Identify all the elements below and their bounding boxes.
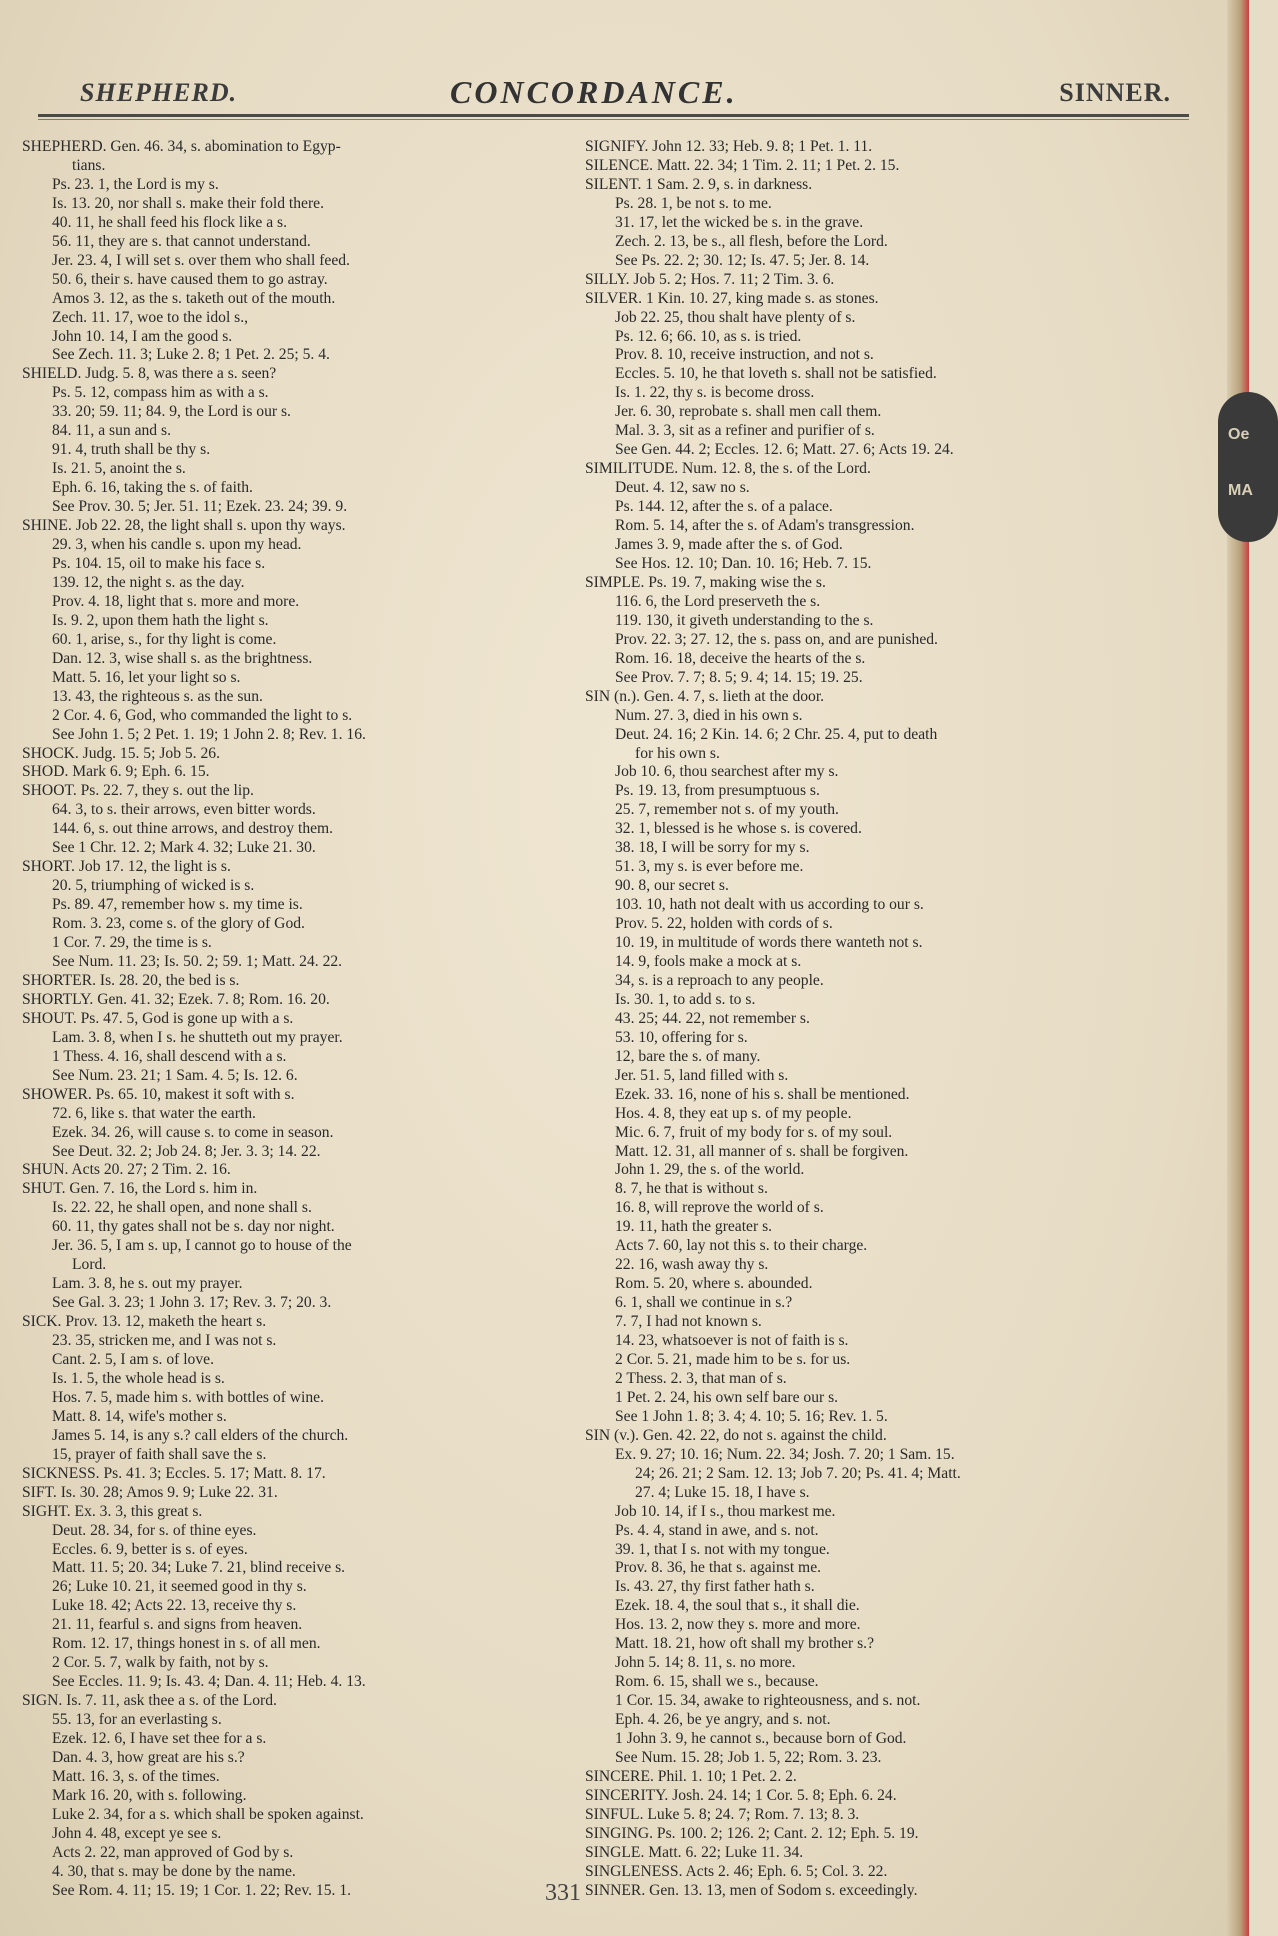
entry-reference-line: Eph. 4. 26, be ye angry, and s. not.	[615, 1711, 831, 1729]
entry-reference-line: Ex. 9. 27; 10. 16; Num. 22. 34; Josh. 7. 20; 1 Sam. 15.	[615, 1445, 955, 1463]
entry-reference-line: Jer. 36. 5, I am s. up, I cannot go to house of the	[52, 1237, 352, 1255]
entry-reference-line: Matt. 5. 16, let your light so s.	[52, 668, 241, 686]
entry-reference-line: Matt. 11. 5; 20. 34; Luke 7. 21, blind receive s.	[52, 1559, 346, 1577]
entry-reference-line: 14. 23, whatsoever is not of faith is s.	[615, 1332, 849, 1350]
entry-headword-line: SILENT. 1 Sam. 2. 9, s. in darkness.	[585, 175, 813, 193]
entry-reference-line: John 5. 14; 8. 11, s. no more.	[615, 1654, 796, 1672]
entry-reference-line: 27. 4; Luke 15. 18, I have s.	[635, 1483, 810, 1501]
entry-reference-line: Dan. 4. 3, how great are his s.?	[52, 1749, 245, 1767]
header-rule-thin	[38, 119, 1189, 120]
entry-reference-line: Lam. 3. 8, he s. out my prayer.	[52, 1275, 243, 1293]
entry-headword-line: SHORTER. Is. 28. 20, the bed is s.	[22, 971, 240, 989]
header-rule	[38, 114, 1189, 117]
entry-reference-line: 22. 16, wash away thy s.	[615, 1256, 769, 1274]
entry-reference-line: 21. 11, fearful s. and signs from heaven.	[52, 1616, 303, 1634]
entry-headword-line: SILLY. Job 5. 2; Hos. 7. 11; 2 Tim. 3. 6.	[585, 270, 835, 288]
entry-reference-line: 7. 7, I had not known s.	[615, 1313, 762, 1331]
entry-reference-line: John 1. 29, the s. of the world.	[615, 1161, 805, 1179]
entry-reference-line: Ps. 12. 6; 66. 10, as s. is tried.	[615, 327, 802, 345]
entry-reference-line: See Num. 23. 21; 1 Sam. 4. 5; Is. 12. 6.	[52, 1066, 298, 1084]
entry-reference-line: Matt. 12. 31, all manner of s. shall be forgiven.	[615, 1142, 909, 1160]
entry-reference-line: Ps. 4. 4, stand in awe, and s. not.	[615, 1521, 819, 1539]
entry-headword-line: SIMPLE. Ps. 19. 7, making wise the s.	[585, 573, 826, 591]
entry-reference-line: Matt. 18. 21, how oft shall my brother s.?	[615, 1635, 874, 1653]
entry-reference-line: 6. 1, shall we continue in s.?	[615, 1294, 793, 1312]
entry-reference-line: 1 Cor. 15. 34, awake to righteousness, and s. not.	[615, 1692, 921, 1710]
page-number: 331	[545, 1880, 581, 1906]
entry-reference-line: Ps. 144. 12, after the s. of a palace.	[615, 498, 833, 516]
entry-reference-line: Matt. 8. 14, wife's mother s.	[52, 1407, 227, 1425]
entry-reference-line: 64. 3, to s. their arrows, even bitter words.	[52, 801, 316, 819]
entry-headword-line: SINCERE. Phil. 1. 10; 1 Pet. 2. 2.	[585, 1767, 797, 1785]
entry-reference-line: Mic. 6. 7, fruit of my body for s. of my soul.	[615, 1123, 893, 1141]
entry-headword-line: SIFT. Is. 30. 28; Amos 9. 9; Luke 22. 31.	[22, 1483, 278, 1501]
entry-reference-line: 20. 5, triumphing of wicked is s.	[52, 877, 255, 895]
entry-reference-line: Prov. 8. 36, he that s. against me.	[615, 1559, 822, 1577]
entry-reference-line: John 10. 14, I am the good s.	[52, 327, 233, 345]
entry-reference-line: Cant. 2. 5, I am s. of love.	[52, 1351, 214, 1368]
entry-reference-line: Deut. 24. 16; 2 Kin. 14. 6; 2 Chr. 25. 4, put to death	[615, 725, 938, 743]
entry-reference-line: Ezek. 12. 6, I have set thee for a s.	[52, 1730, 267, 1748]
entry-reference-line: Job 10. 6, thou searchest after my s.	[615, 763, 839, 781]
entry-headword-line: SHUT. Gen. 7. 16, the Lord s. him in.	[22, 1180, 258, 1198]
entry-reference-line: 60. 11, thy gates shall not be s. day nor night.	[52, 1218, 335, 1236]
entry-reference-line: 2 Cor. 4. 6, God, who commanded the light to s.	[52, 706, 353, 724]
entry-reference-line: Ps. 23. 1, the Lord is my s.	[52, 175, 219, 193]
entry-reference-line: 1 Cor. 7. 29, the time is s.	[52, 934, 212, 952]
entry-headword-line: SHORTLY. Gen. 41. 32; Ezek. 7. 8; Rom. 16. 20.	[22, 990, 330, 1008]
entry-reference-line: 51. 3, my s. is ever before me.	[615, 858, 804, 876]
entry-reference-line: Hos. 13. 2, now they s. more and more.	[615, 1616, 861, 1634]
entry-headword-line: SINGING. Ps. 100. 2; 126. 2; Cant. 2. 12; Eph. 5. 19.	[585, 1824, 919, 1842]
entry-reference-line: See Gal. 3. 23; 1 John 3. 17; Rev. 3. 7; 20. 3.	[52, 1294, 332, 1312]
entry-reference-line: Jer. 23. 4, I will set s. over them who shall feed.	[52, 251, 350, 269]
entry-headword-line: SICKNESS. Ps. 41. 3; Eccles. 5. 17; Matt. 8. 17.	[22, 1464, 326, 1482]
entry-reference-line: 56. 11, they are s. that cannot understand.	[52, 232, 311, 250]
entry-reference-line: Eccles. 6. 9, better is s. of eyes.	[52, 1540, 248, 1558]
entry-reference-line: 60. 1, arise, s., for thy light is come.	[52, 630, 277, 648]
entry-headword-line: SHOD. Mark 6. 9; Eph. 6. 15.	[22, 763, 210, 781]
entry-reference-line: 10. 19, in multitude of words there wanteth not s.	[615, 934, 923, 952]
entry-reference-line: Is. 22. 22, he shall open, and none shall s.	[52, 1199, 312, 1217]
entry-headword-line: SHOUT. Ps. 47. 5, God is gone up with a s.	[22, 1009, 294, 1027]
entry-headword-line: SILENCE. Matt. 22. 34; 1 Tim. 2. 11; 1 Pet. 2. 15.	[585, 156, 900, 174]
entry-reference-line: See 1 John 1. 8; 3. 4; 4. 10; 5. 16; Rev. 1. 5.	[615, 1407, 888, 1425]
entry-reference-line: Ps. 28. 1, be not s. to me.	[615, 194, 772, 212]
entry-headword-line: SINGLENESS. Acts 2. 46; Eph. 6. 5; Col. 3. 22.	[585, 1862, 888, 1880]
entry-reference-line: 72. 6, like s. that water the earth.	[52, 1104, 256, 1122]
entry-headword-line: SIN (v.). Gen. 42. 22, do not s. against the child.	[585, 1426, 887, 1444]
entry-headword-line: SINFUL. Luke 5. 8; 24. 7; Rom. 7. 13; 8. 3.	[585, 1805, 860, 1823]
entry-reference-line: 23. 35, stricken me, and I was not s.	[52, 1332, 277, 1350]
entry-reference-line: 15, prayer of faith shall save the s.	[52, 1445, 267, 1463]
entry-reference-line: 90. 8, our secret s.	[615, 877, 729, 895]
entry-reference-line: James 3. 9, made after the s. of God.	[615, 536, 843, 554]
entry-reference-line: Eccles. 5. 10, he that loveth s. shall not be satisfied.	[615, 365, 937, 383]
entry-headword-line: SHOOT. Ps. 22. 7, they s. out the lip.	[22, 782, 254, 800]
entry-reference-line: Prov. 8. 10, receive instruction, and not s.	[615, 346, 874, 364]
entry-headword-line: SIN (n.). Gen. 4. 7, s. lieth at the door.	[585, 687, 825, 705]
entry-reference-line: Acts 2. 22, man approved of God by s.	[52, 1843, 294, 1861]
thumb-tab-label-top: Oe	[1228, 426, 1250, 443]
entry-reference-line: Lord.	[72, 1256, 107, 1274]
entry-reference-line: 50. 6, their s. have caused them to go astray.	[52, 270, 328, 288]
entry-headword-line: SILVER. 1 Kin. 10. 27, king made s. as stones.	[585, 289, 879, 307]
entry-headword-line: SHOCK. Judg. 15. 5; Job 5. 26.	[22, 744, 220, 762]
entry-reference-line: 2 Thess. 2. 3, that man of s.	[615, 1369, 787, 1387]
entry-reference-line: Lam. 3. 8, when I s. he shutteth out my prayer.	[52, 1028, 343, 1046]
entry-reference-line: 8. 7, he that is without s.	[615, 1180, 768, 1198]
entry-reference-line: Is. 30. 1, to add s. to s.	[615, 990, 756, 1008]
entry-reference-line: Ezek. 18. 4, the soul that s., it shall die.	[615, 1597, 860, 1615]
entry-reference-line: 1 John 3. 9, he cannot s., because born of God.	[615, 1730, 907, 1748]
entry-reference-line: See Prov. 7. 7; 8. 5; 9. 4; 14. 15; 19. 25.	[615, 668, 863, 686]
entry-reference-line: Rom. 5. 20, where s. abounded.	[615, 1275, 813, 1293]
entry-reference-line: 43. 25; 44. 22, not remember s.	[615, 1009, 810, 1027]
entry-reference-line: See Zech. 11. 3; Luke 2. 8; 1 Pet. 2. 25; 5. 4.	[52, 346, 330, 364]
entry-reference-line: Ezek. 34. 26, will cause s. to come in season.	[52, 1123, 334, 1141]
entry-reference-line: 103. 10, hath not dealt with us according to our s.	[615, 896, 924, 914]
entry-reference-line: 12, bare the s. of many.	[615, 1047, 761, 1065]
entry-reference-line: 33. 20; 59. 11; 84. 9, the Lord is our s.	[52, 403, 291, 421]
entry-reference-line: 1 Thess. 4. 16, shall descend with a s.	[52, 1047, 287, 1065]
entry-reference-line: 25. 7, remember not s. of my youth.	[615, 801, 839, 819]
entry-reference-line: See 1 Chr. 12. 2; Mark 4. 32; Luke 21. 30.	[52, 839, 316, 857]
entry-reference-line: 1 Pet. 2. 24, his own self bare our s.	[615, 1388, 839, 1406]
entry-reference-line: 24; 26. 21; 2 Sam. 12. 13; Job 7. 20; Ps. 41. 4; Matt.	[635, 1464, 961, 1482]
entry-reference-line: 91. 4, truth shall be thy s.	[52, 441, 211, 459]
entry-reference-line: Is. 9. 2, upon them hath the light s.	[52, 611, 269, 629]
entry-reference-line: Prov. 4. 18, light that s. more and more.	[52, 592, 300, 610]
entry-headword-line: SIGN. Is. 7. 11, ask thee a s. of the Lord.	[22, 1692, 277, 1710]
header-title: CONCORDANCE.	[450, 74, 738, 110]
entry-reference-line: Ezek. 33. 16, none of his s. shall be mentioned.	[615, 1085, 910, 1103]
entry-reference-line: See Deut. 32. 2; Job 24. 8; Jer. 3. 3; 14. 22.	[52, 1142, 321, 1160]
entry-headword-line: SHUN. Acts 20. 27; 2 Tim. 2. 16.	[22, 1161, 231, 1179]
entry-reference-line: 2 Cor. 5. 7, walk by faith, not by s.	[52, 1654, 269, 1672]
thumb-tab-label-bottom: MA	[1228, 482, 1253, 499]
entry-reference-line: See Hos. 12. 10; Dan. 10. 16; Heb. 7. 15.	[615, 554, 872, 572]
entry-reference-line: 53. 10, offering for s.	[615, 1028, 748, 1046]
entry-headword-line: SIGNIFY. John 12. 33; Heb. 9. 8; 1 Pet. 1. 11.	[585, 138, 873, 155]
entry-reference-line: Amos 3. 12, as the s. taketh out of the mouth.	[52, 289, 336, 307]
entry-reference-line: 116. 6, the Lord preserveth the s.	[615, 592, 821, 610]
entry-reference-line: Rom. 3. 23, come s. of the glory of God.	[52, 915, 305, 933]
entry-reference-line: 29. 3, when his candle s. upon my head.	[52, 536, 302, 554]
entry-reference-line: Jer. 51. 5, land filled with s.	[615, 1066, 789, 1084]
entry-headword-line: SINCERITY. Josh. 24. 14; 1 Cor. 5. 8; Eph. 6. 24.	[585, 1786, 897, 1804]
header-last-word: SINNER.	[1059, 78, 1171, 107]
entry-reference-line: See Prov. 30. 5; Jer. 51. 11; Ezek. 23. 24; 39. 9.	[52, 498, 348, 516]
entry-reference-line: Is. 43. 27, thy first father hath s.	[615, 1578, 815, 1596]
entry-reference-line: Is. 21. 5, anoint the s.	[52, 460, 186, 478]
entry-reference-line: Ps. 5. 12, compass him as with a s.	[52, 384, 269, 402]
entry-reference-line: 34, s. is a reproach to any people.	[615, 971, 824, 989]
entry-reference-line: Deut. 28. 34, for s. of thine eyes.	[52, 1521, 257, 1539]
entry-reference-line: 14. 9, fools make a mock at s.	[615, 952, 802, 970]
entry-reference-line: Mal. 3. 3, sit as a refiner and purifier of s.	[615, 422, 875, 440]
entry-reference-line: Eph. 6. 16, taking the s. of faith.	[52, 479, 253, 497]
entry-reference-line: See Gen. 44. 2; Eccles. 12. 6; Matt. 27. 6; Acts 19. 24.	[615, 441, 954, 459]
entry-reference-line: 4. 30, that s. may be done by the name.	[52, 1862, 296, 1880]
entry-reference-line: Prov. 22. 3; 27. 12, the s. pass on, and are punished.	[615, 630, 938, 648]
entry-reference-line: See Ps. 22. 2; 30. 12; Is. 47. 5; Jer. 8. 14.	[615, 251, 870, 269]
entry-headword-line: SHIELD. Judg. 5. 8, was there a s. seen?	[22, 365, 277, 383]
entry-reference-line: Job 10. 14, if I s., thou markest me.	[615, 1502, 836, 1520]
entry-reference-line: Ps. 89. 47, remember how s. my time is.	[52, 896, 303, 914]
entry-headword-line: SICK. Prov. 13. 12, maketh the heart s.	[22, 1313, 267, 1331]
header-first-word: SHEPHERD.	[80, 78, 238, 107]
entry-reference-line: Mark 16. 20, with s. following.	[52, 1786, 247, 1804]
entry-headword-line: SHEPHERD. Gen. 46. 34, s. abomination to Egyp-	[22, 138, 341, 155]
entry-reference-line: 2 Cor. 5. 21, made him to be s. for us.	[615, 1351, 851, 1368]
entry-headword-line: SHORT. Job 17. 12, the light is s.	[22, 858, 231, 876]
entry-reference-line: 31. 17, let the wicked be s. in the grave.	[615, 213, 864, 231]
entry-reference-line: Job 22. 25, thou shalt have plenty of s.	[615, 308, 856, 326]
entry-headword-line: SHOWER. Ps. 65. 10, makest it soft with s.	[22, 1085, 295, 1103]
entry-reference-line: Zech. 2. 13, be s., all flesh, before the Lord.	[615, 232, 888, 250]
entry-reference-line: 13. 43, the righteous s. as the sun.	[52, 687, 263, 705]
right-column	[585, 138, 1140, 1899]
left-column	[22, 138, 577, 1899]
entry-reference-line: Rom. 16. 18, deceive the hearts of the s.	[615, 649, 866, 667]
entry-reference-line: John 4. 48, except ye see s.	[52, 1824, 222, 1842]
entry-reference-line: 26; Luke 10. 21, it seemed good in thy s.	[52, 1578, 307, 1596]
entry-reference-line: Deut. 4. 12, saw no s.	[615, 479, 750, 497]
entry-reference-line: 139. 12, the night s. as the day.	[52, 573, 245, 591]
entry-reference-line: Dan. 12. 3, wise shall s. as the brightness.	[52, 649, 313, 667]
entry-headword-line: SHINE. Job 22. 28, the light shall s. upon thy ways.	[22, 517, 346, 535]
entry-reference-line: Rom. 12. 17, things honest in s. of all men.	[52, 1635, 321, 1653]
entry-reference-line: Num. 27. 3, died in his own s.	[615, 706, 803, 724]
entry-headword-line: SINNER. Gen. 13. 13, men of Sodom s. exceedingly.	[585, 1881, 918, 1899]
thumb-index-tab[interactable]	[1218, 392, 1278, 542]
entry-reference-line: See Eccles. 11. 9; Is. 43. 4; Dan. 4. 11; Heb. 4. 13.	[52, 1673, 366, 1691]
entry-reference-line: 16. 8, will reprove the world of s.	[615, 1199, 824, 1217]
entry-reference-line: Rom. 6. 15, shall we s., because.	[615, 1673, 819, 1691]
entry-reference-line: Prov. 5. 22, holden with cords of s.	[615, 915, 833, 933]
entry-reference-line: Ps. 104. 15, oil to make his face s.	[52, 554, 266, 572]
entry-headword-line: SIMILITUDE. Num. 12. 8, the s. of the Lord.	[585, 460, 871, 478]
entry-reference-line: tians.	[72, 156, 106, 174]
entry-reference-line: Matt. 16. 3, s. of the times.	[52, 1767, 220, 1785]
entry-reference-line: Is. 1. 5, the whole head is s.	[52, 1369, 225, 1387]
entry-reference-line: Zech. 11. 17, woe to the idol s.,	[52, 308, 249, 326]
entry-reference-line: 144. 6, s. out thine arrows, and destroy them.	[52, 820, 334, 838]
entry-reference-line: Rom. 5. 14, after the s. of Adam's transgression.	[615, 517, 915, 535]
entry-headword-line: SINGLE. Matt. 6. 22; Luke 11. 34.	[585, 1843, 804, 1861]
entry-reference-line: 119. 130, it giveth understanding to the s.	[615, 611, 874, 629]
entry-reference-line: See Rom. 4. 11; 15. 19; 1 Cor. 1. 22; Rev. 15. 1.	[52, 1881, 352, 1899]
entry-reference-line: 84. 11, a sun and s.	[52, 422, 171, 440]
entry-reference-line: See Num. 11. 23; Is. 50. 2; 59. 1; Matt. 24. 22.	[52, 952, 343, 970]
entry-reference-line: Is. 1. 22, thy s. is become dross.	[615, 384, 815, 402]
running-header	[80, 72, 1189, 112]
entry-reference-line: Acts 7. 60, lay not this s. to their charge.	[615, 1237, 868, 1255]
entry-reference-line: Ps. 19. 13, from presumptuous s.	[615, 782, 820, 800]
entry-reference-line: 19. 11, hath the greater s.	[615, 1218, 773, 1236]
entry-reference-line: Hos. 4. 8, they eat up s. of my people.	[615, 1104, 852, 1122]
entry-reference-line: 39. 1, that I s. not with my tongue.	[615, 1540, 830, 1558]
entry-reference-line: 32. 1, blessed is he whose s. is covered.	[615, 820, 862, 838]
entry-reference-line: See Num. 15. 28; Job 1. 5, 22; Rom. 3. 23.	[615, 1749, 882, 1767]
entry-reference-line: James 5. 14, is any s.? call elders of the church.	[52, 1426, 349, 1444]
entry-reference-line: Jer. 6. 30, reprobate s. shall men call them.	[615, 403, 882, 421]
entry-headword-line: SIGHT. Ex. 3. 3, this great s.	[22, 1502, 203, 1520]
entry-reference-line: 55. 13, for an everlasting s.	[52, 1711, 222, 1729]
entry-reference-line: 38. 18, I will be sorry for my s.	[615, 839, 810, 857]
entry-reference-line: Luke 2. 34, for a s. which shall be spoken against.	[52, 1805, 364, 1823]
entry-reference-line: Is. 13. 20, nor shall s. make their fold there.	[52, 194, 324, 212]
entry-reference-line: See John 1. 5; 2 Pet. 1. 19; 1 John 2. 8; Rev. 1. 16.	[52, 725, 366, 743]
page-edge	[1227, 0, 1249, 1936]
entry-reference-line: 40. 11, he shall feed his flock like a s.	[52, 213, 288, 231]
entry-reference-line: Luke 18. 42; Acts 22. 13, receive thy s.	[52, 1597, 297, 1615]
entry-reference-line: for his own s.	[635, 744, 720, 762]
entry-reference-line: Hos. 7. 5, made him s. with bottles of wine.	[52, 1388, 324, 1406]
